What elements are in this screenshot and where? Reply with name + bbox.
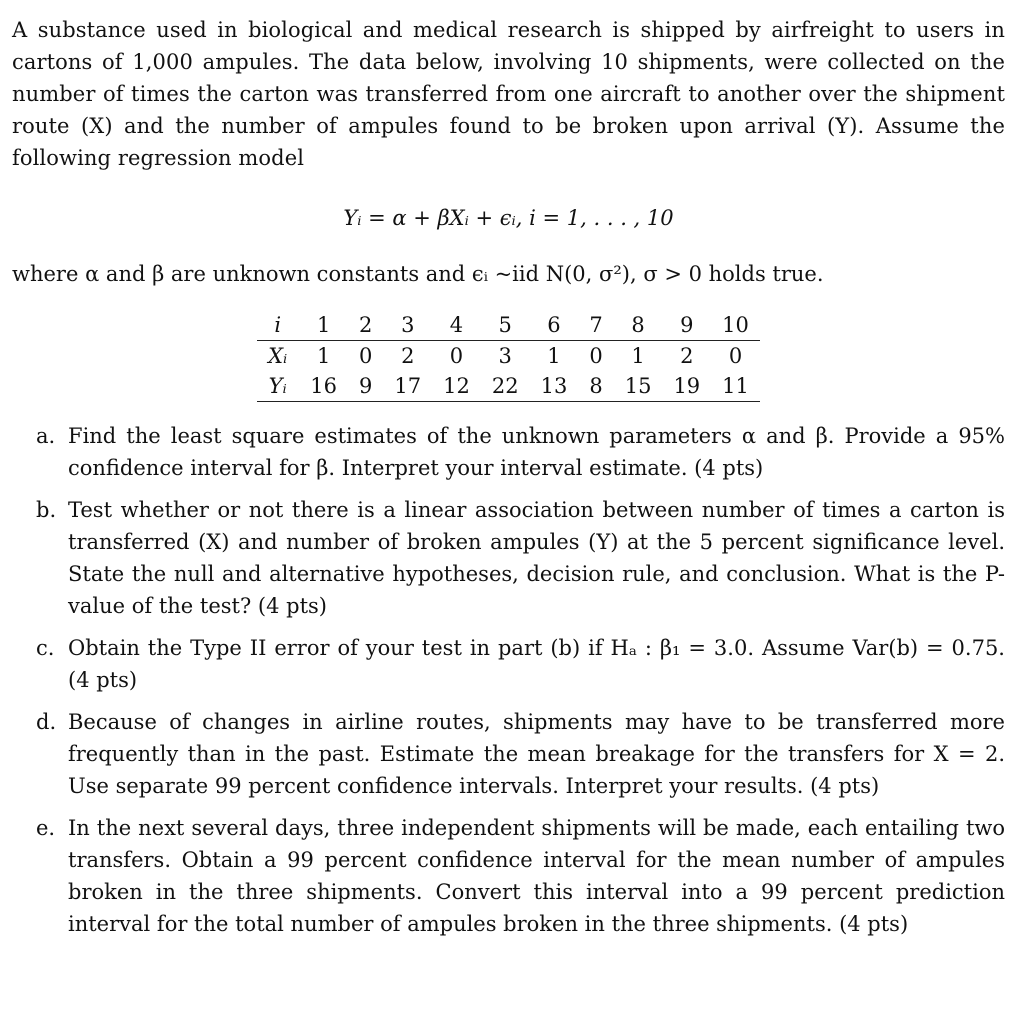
y-label: Yᵢ xyxy=(257,371,299,402)
table-cell: 5 xyxy=(481,310,530,341)
table-cell: 0 xyxy=(728,344,743,368)
table-cell: 6 xyxy=(530,310,579,341)
table-cell: 0 xyxy=(589,344,603,368)
table-row-index xyxy=(257,310,760,341)
question-part-b xyxy=(12,494,1005,622)
table-row-y xyxy=(257,371,760,402)
table-cell: 1 xyxy=(547,344,561,368)
table-cell: 15 xyxy=(614,371,663,402)
table-cell: 3 xyxy=(498,344,512,368)
table-cell: 16 xyxy=(299,371,348,402)
table-cell: 8 xyxy=(578,371,613,402)
part-text: Test whether or not there is a linear association between number of times a carton is transferred (X) and number of broken ampules (Y) at the 5 percent significance level. State the null and alternative hypotheses, decision rule, and conclusion. What is the P-value of the test? (4 pts) xyxy=(68,498,1005,618)
table-cell: 3 xyxy=(383,310,432,341)
table-cell: 11 xyxy=(711,371,760,402)
table-cell: 7 xyxy=(578,310,613,341)
table-cell: 1 xyxy=(631,344,645,368)
table-cell: 1 xyxy=(299,310,348,341)
table-row-x xyxy=(257,341,760,372)
part-letter: e. xyxy=(36,816,56,840)
table-cell: 17 xyxy=(383,371,432,402)
part-letter: a. xyxy=(36,424,56,448)
table-cell: 1 xyxy=(316,344,331,368)
table-cell: 9 xyxy=(348,371,383,402)
table-cell: 4 xyxy=(432,310,481,341)
question-part-a xyxy=(12,420,1005,484)
question-part-e xyxy=(12,812,1005,940)
table-cell: 0 xyxy=(359,344,373,368)
index-label: i xyxy=(257,310,299,341)
part-text: Obtain the Type II error of your test in part (b) if Hₐ : β₁ = 3.0. Assume Var(b) = 0.75. (4 pts) xyxy=(68,636,1005,692)
table-cell: 8 xyxy=(614,310,663,341)
part-letter: c. xyxy=(36,636,55,660)
shipment-data-table xyxy=(257,310,760,402)
table-cell: 13 xyxy=(530,371,579,402)
part-text: In the next several days, three independent shipments will be made, each entailing two transfers. Obtain a 99 percent confidence interval for the mean number of ampules broken in the three shipments. Convert this interval into a 99 percent prediction interval for the total number of ampules broken in the three shipments. (4 pts) xyxy=(68,816,1005,936)
table-cell: 2 xyxy=(348,310,383,341)
table-cell: 12 xyxy=(432,371,481,402)
table-cell: 2 xyxy=(401,344,415,368)
table-cell: 2 xyxy=(680,344,694,368)
model-assumptions: where α and β are unknown constants and ϵᵢ ~iid N(0, σ²), σ > 0 holds true. xyxy=(12,262,824,286)
part-letter: b. xyxy=(36,498,57,522)
table-cell: 19 xyxy=(662,371,711,402)
question-parts xyxy=(12,420,1005,940)
part-text: Because of changes in airline routes, shipments may have to be transferred more frequently than in the past. Estimate the mean breakage for the transfers for X = 2. Use separate 99 percent confidence intervals. Interpret your results. (4 pts) xyxy=(68,710,1005,798)
regression-equation: Yᵢ = α + βXᵢ + ϵᵢ, i = 1, . . . , 10 xyxy=(343,206,674,230)
part-text: Find the least square estimates of the unknown parameters α and β. Provide a 95% confidence interval for β. Interpret your interval estimate. (4 pts) xyxy=(68,424,1005,480)
table-cell: 22 xyxy=(481,371,530,402)
table-cell: 0 xyxy=(449,344,464,368)
problem-intro: A substance used in biological and medical research is shipped by airfreight to users in cartons of 1,000 ampules. The data below, involving 10 shipments, were collected on the number of times the carton was transferred from one aircraft to another over the shipment route (X) and the number of ampules found to be broken upon arrival (Y). Assume the following regression model xyxy=(12,18,1005,170)
x-label: Xᵢ xyxy=(268,344,288,368)
question-part-d xyxy=(12,706,1005,802)
question-part-c xyxy=(12,632,1005,696)
table-cell: 10 xyxy=(711,310,760,341)
part-letter: d. xyxy=(36,710,57,734)
table-cell: 9 xyxy=(662,310,711,341)
